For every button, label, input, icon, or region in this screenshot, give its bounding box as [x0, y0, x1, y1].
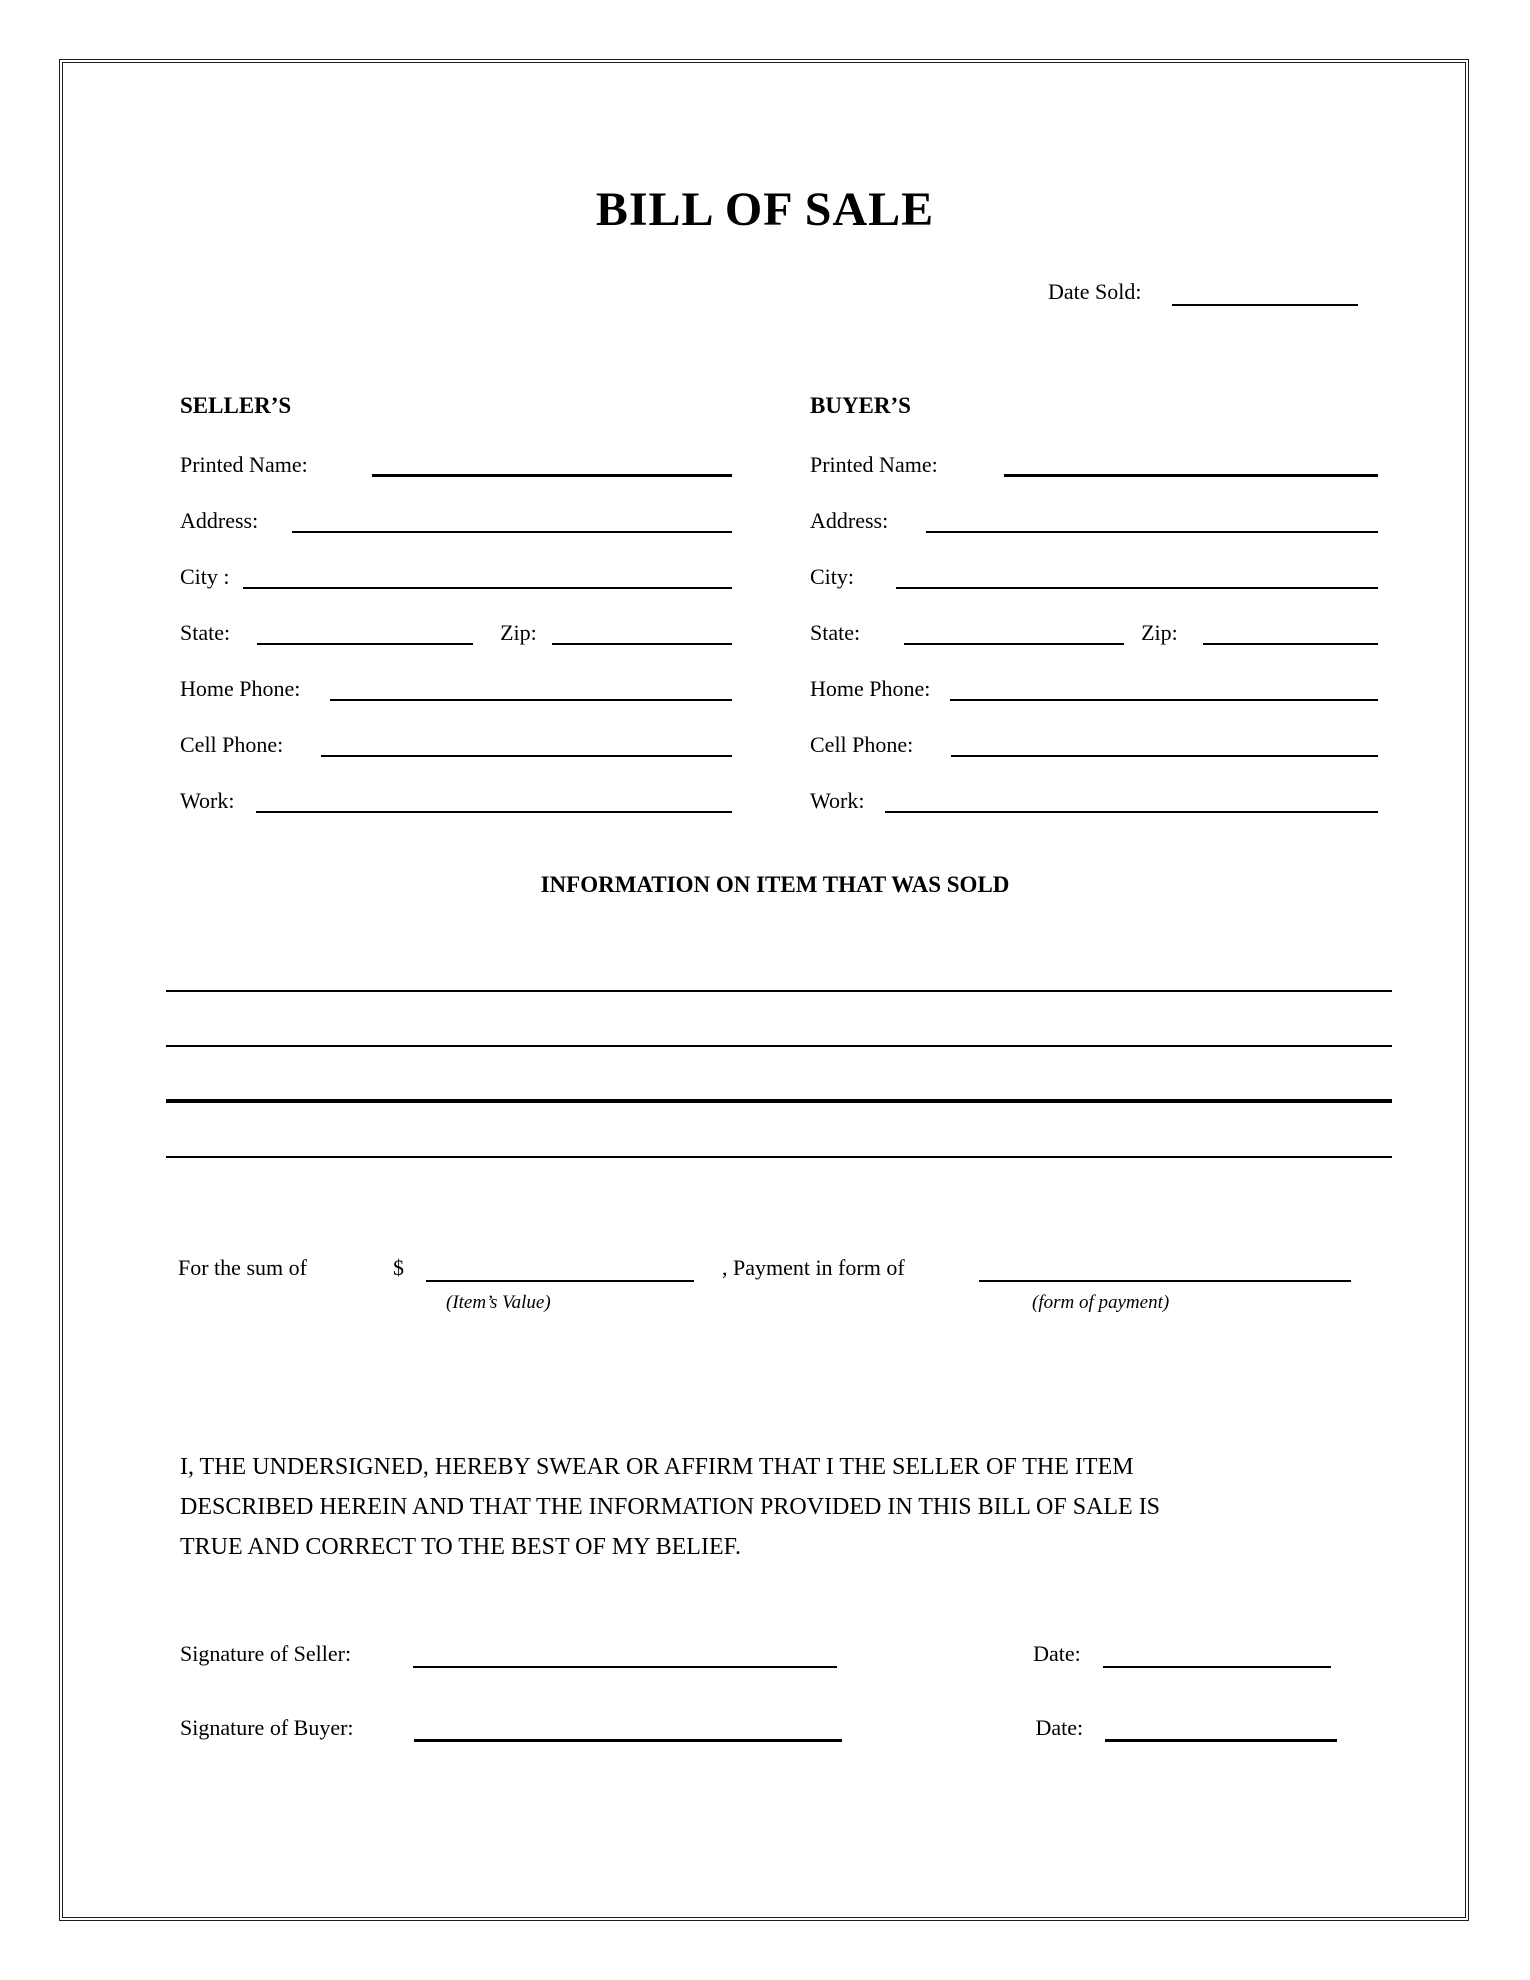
affirmation-line-1: I, THE UNDERSIGNED, HEREBY SWEAR OR AFFIRM THAT I THE SELLER OF THE ITEM [180, 1454, 1134, 1480]
seller-home-phone-label: Home Phone: [180, 676, 301, 701]
buyer-printed-name-label: Printed Name: [810, 452, 938, 477]
date-sold-input-line[interactable] [1172, 304, 1358, 306]
seller-signature-date-input-line[interactable] [1103, 1666, 1331, 1668]
sum-prefix-label: For the sum of [178, 1255, 307, 1280]
buyer-signature-date-label: Date: [1035, 1715, 1084, 1740]
dollar-sign-label: $ [392, 1255, 404, 1280]
seller-work-row [180, 757, 732, 813]
buyer-section [810, 393, 1378, 813]
seller-home-phone-input-line[interactable] [330, 699, 732, 701]
payment-form-label: , Payment in form of [721, 1255, 905, 1280]
seller-city-input-line[interactable] [243, 587, 732, 589]
buyer-signature-date-input-line[interactable] [1105, 1739, 1337, 1742]
seller-signature-label: Signature of Seller: [180, 1641, 352, 1666]
affirmation-line-3: TRUE AND CORRECT TO THE BEST OF MY BELIEF. [180, 1534, 742, 1560]
seller-address-label: Address: [180, 508, 259, 533]
seller-header: SELLER’S [180, 393, 292, 418]
item-info-line-1[interactable] [166, 990, 1392, 992]
buyer-address-label: Address: [810, 508, 889, 533]
buyer-header: BUYER’S [810, 393, 911, 418]
buyer-city-input-line[interactable] [896, 587, 1378, 589]
seller-work-label: Work: [180, 788, 235, 813]
item-value-caption: (Item’s Value) [446, 1292, 551, 1313]
buyer-city-label: City: [810, 564, 855, 589]
buyer-home-phone-label: Home Phone: [810, 676, 931, 701]
buyer-address-row [810, 477, 1378, 533]
item-info-line-3[interactable] [166, 1099, 1392, 1103]
buyer-cell-phone-row [810, 701, 1378, 757]
seller-signature-row [180, 1640, 1380, 1668]
date-sold-row [1048, 278, 1358, 306]
seller-cell-phone-label: Cell Phone: [180, 732, 284, 757]
seller-city-label: City : [180, 564, 230, 589]
payment-form-input-line[interactable] [979, 1280, 1351, 1282]
buyer-state-zip-row [810, 589, 1378, 645]
seller-home-phone-row [180, 645, 732, 701]
buyer-city-row [810, 533, 1378, 589]
seller-address-input-line[interactable] [292, 531, 732, 533]
seller-zip-input-line[interactable] [552, 643, 732, 645]
buyer-signature-label: Signature of Buyer: [180, 1715, 354, 1740]
seller-signature-input-line[interactable] [413, 1666, 837, 1668]
buyer-work-input-line[interactable] [885, 811, 1378, 813]
buyer-home-phone-input-line[interactable] [950, 699, 1378, 701]
seller-state-input-line[interactable] [257, 643, 473, 645]
buyer-zip-input-line[interactable] [1203, 643, 1378, 645]
buyer-signature-row [180, 1714, 1380, 1742]
page-title: BILL OF SALE [595, 183, 935, 236]
buyer-cell-phone-input-line[interactable] [951, 755, 1378, 757]
seller-signature-date-label: Date: [1033, 1641, 1081, 1666]
seller-cell-phone-row [180, 701, 732, 757]
seller-work-input-line[interactable] [256, 811, 732, 813]
affirmation-line-2: DESCRIBED HEREIN AND THAT THE INFORMATION PROVIDED IN THIS BILL OF SALE IS [180, 1494, 1161, 1520]
seller-printed-name-input-line[interactable] [372, 474, 732, 477]
item-info-heading: INFORMATION ON ITEM THAT WAS SOLD [540, 872, 1010, 897]
buyer-home-phone-row [810, 645, 1378, 701]
buyer-signature-input-line[interactable] [414, 1739, 842, 1742]
buyer-cell-phone-label: Cell Phone: [810, 732, 914, 757]
buyer-address-input-line[interactable] [926, 531, 1378, 533]
seller-printed-name-row [180, 421, 732, 477]
affirmation-paragraph [180, 1447, 1380, 1567]
buyer-printed-name-input-line[interactable] [1004, 474, 1378, 477]
item-value-input-line[interactable] [426, 1280, 694, 1282]
item-info-line-4[interactable] [166, 1156, 1392, 1158]
seller-zip-label: Zip: [500, 620, 537, 645]
seller-cell-phone-input-line[interactable] [321, 755, 732, 757]
buyer-state-label: State: [810, 620, 861, 645]
buyer-work-row [810, 757, 1378, 813]
date-sold-label: Date Sold: [1048, 279, 1142, 304]
sum-row [178, 1254, 1351, 1282]
payment-form-caption: (form of payment) [1032, 1292, 1170, 1313]
seller-state-label: State: [180, 620, 231, 645]
seller-state-zip-row [180, 589, 732, 645]
seller-city-row [180, 533, 732, 589]
buyer-printed-name-row [810, 421, 1378, 477]
seller-address-row [180, 477, 732, 533]
buyer-state-input-line[interactable] [904, 643, 1124, 645]
item-info-line-2[interactable] [166, 1045, 1392, 1047]
buyer-zip-label: Zip: [1141, 620, 1178, 645]
buyer-work-label: Work: [810, 788, 865, 813]
seller-printed-name-label: Printed Name: [180, 452, 308, 477]
seller-section [180, 393, 732, 813]
